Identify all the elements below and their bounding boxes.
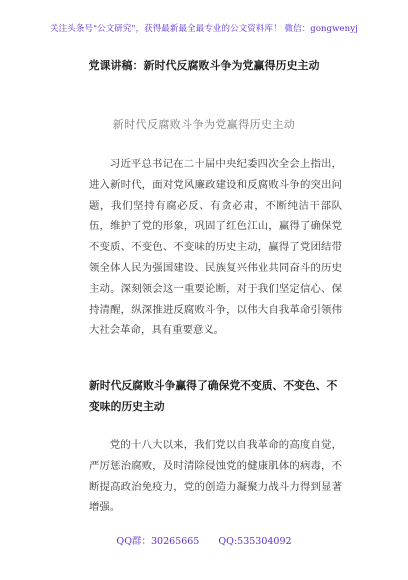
footer-qq: QQ:535304092 bbox=[218, 536, 292, 547]
body-paragraph-2: 党的十八大以来，我们党以自我革命的高度自觉，严厉惩治腐败，及时清除侵蚀党的健康肌体的病毒，不断提高政治免疫力，党的创造力凝聚力战斗力得到显著增强。 bbox=[89, 439, 342, 514]
document-subtitle: 新时代反腐败斗争为党赢得历史主动 bbox=[112, 118, 296, 131]
body-paragraph-1: 习近平总书记在二十届中央纪委四次全会上指出，进入新时代，面对党风廉政建设和反腐败斗争的突出问题，我们坚持有腐必反、有贪必肃，不断纯洁干部队伍，维护了党的形象，巩固了红色江山，赢得了确保党不变质、不变色、不变味的历史主动，赢得了党团结带领全体人民为强国建设、民族复兴伟业共同奋斗的历史主动。深刻领会这一重要论断，对于我们坚定信心、保持清醒，纵深推进反腐败斗争，以伟大自我革命引领伟大社会革命，具有重要意义。 bbox=[89, 158, 342, 337]
section-heading: 新时代反腐败斗争赢得了确保党不变质、不变色、不变味的历史主动 bbox=[89, 379, 338, 413]
document-title: 党课讲稿：新时代反腐败斗争为党赢得历史主动 bbox=[88, 59, 320, 72]
header-banner: 关注头条号"公文研究"，获得最新最全最专业的公文资料库！ 微信：gongwenyj bbox=[50, 24, 358, 34]
footer-qq-group: QQ群：30265665 bbox=[116, 536, 200, 547]
footer-contact bbox=[0, 533, 408, 547]
